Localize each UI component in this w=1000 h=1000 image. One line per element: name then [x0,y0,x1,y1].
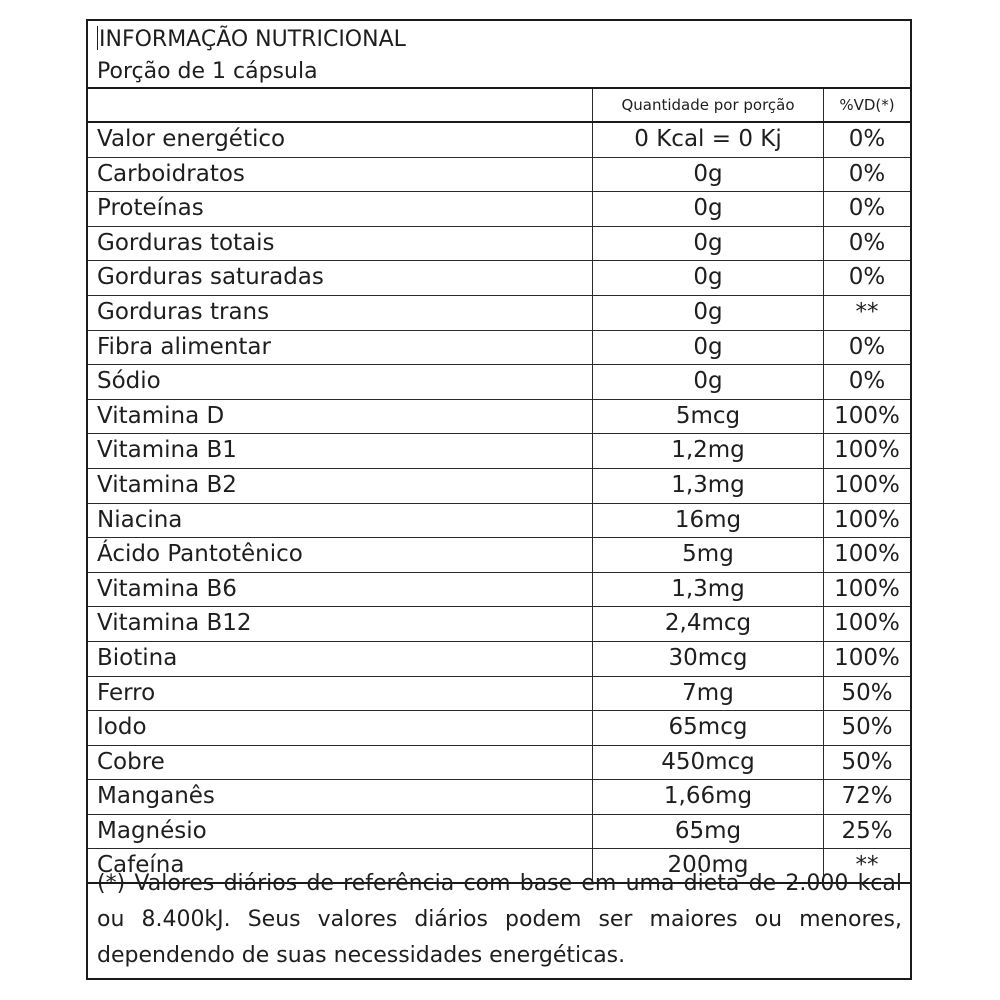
column-header-daily-value: %VD(*) [839,96,895,114]
nutrient-daily-value: 0% [848,126,886,152]
nutrient-name: Vitamina B12 [88,607,593,641]
nutrient-name: Proteínas [88,192,593,226]
table-row [88,227,910,262]
nutrient-quantity: 0g [593,365,824,399]
nutrient-quantity: 7mg [593,677,824,711]
nutrient-name: Magnésio [88,815,593,849]
nutrient-name: Cafeína [88,849,593,882]
nutrient-name: Vitamina D [88,400,593,434]
nutrient-daily-value: 25% [841,817,893,844]
nutrient-rows [88,123,910,884]
column-header-quantity: Quantidade por porção [593,89,824,121]
nutrient-daily-value: 0% [848,333,886,360]
nutrient-quantity: 2,4mcg [593,607,824,641]
table-row [88,331,910,366]
nutrient-name: Cobre [88,746,593,780]
nutrient-name: Ferro [88,677,593,711]
nutrient-name: Valor energético [88,123,593,157]
nutrient-name: Biotina [88,642,593,676]
nutrient-quantity: 16mg [593,504,824,538]
table-row [88,469,910,504]
text-cursor [97,26,98,50]
table-row [88,780,910,815]
footnote: (*) Valores diários de referência com base em uma dieta de 2.000 kcal ou 8.400kJ. Seus valores diários podem ser maiores ou menores, dependendo de suas necessidades energéticas. [97,871,902,968]
table-row [88,677,910,712]
table-row [88,158,910,193]
serving-size: Porção de 1 cápsula [97,59,318,84]
nutrient-quantity: 0g [593,192,824,226]
nutrient-quantity: 1,2mg [593,434,824,468]
nutrient-quantity: 0g [593,158,824,192]
nutrient-quantity: 5mg [593,538,824,572]
nutrient-name: Iodo [88,711,593,745]
table-row [88,192,910,227]
nutrient-daily-value: ** [855,852,879,879]
nutrient-daily-value: 100% [834,610,900,637]
nutrient-daily-value: 0% [848,229,886,256]
nutrient-name: Niacina [88,504,593,538]
nutrient-quantity: 0g [593,296,824,330]
nutrient-name: Carboidratos [88,158,593,192]
nutrient-name: Ácido Pantotênico [88,538,593,572]
nutrient-name: Gorduras saturadas [88,261,593,295]
nutrient-daily-value: 100% [834,402,900,429]
table-row [88,123,910,158]
nutrient-quantity: 1,3mg [593,573,824,607]
nutrient-name: Sódio [88,365,593,399]
nutrient-daily-value: 72% [841,783,893,810]
nutrient-quantity: 0g [593,331,824,365]
nutrient-quantity: 1,3mg [593,469,824,503]
nutrient-name: Vitamina B2 [88,469,593,503]
nutrient-quantity: 30mcg [593,642,824,676]
nutrient-daily-value: 100% [834,471,900,498]
table-title: INFORMAÇÃO NUTRICIONAL [99,27,406,52]
table-row [88,434,910,469]
nutrient-daily-value: 100% [834,541,900,568]
nutrient-quantity: 0g [593,227,824,261]
nutrient-quantity: 1,66mg [593,780,824,814]
table-row [88,261,910,296]
nutrient-name: Gorduras totais [88,227,593,261]
nutrient-name: Vitamina B6 [88,573,593,607]
nutrient-name: Fibra alimentar [88,331,593,365]
column-header-row [88,89,910,123]
table-row [88,711,910,746]
nutrition-facts-panel [86,19,912,980]
table-row [88,642,910,677]
nutrient-quantity: 5mcg [593,400,824,434]
table-row [88,400,910,435]
table-row [88,815,910,850]
table-row [88,538,910,573]
nutrient-daily-value: 50% [841,748,893,775]
nutrient-quantity: 0g [593,261,824,295]
table-row [88,504,910,539]
nutrient-daily-value: 0% [848,368,886,395]
table-header [88,21,910,89]
nutrient-quantity: 200mg [593,849,824,882]
nutrient-name: Gorduras trans [88,296,593,330]
nutrient-daily-value: 100% [834,437,900,464]
nutrient-daily-value: 50% [841,679,893,706]
nutrient-name: Vitamina B1 [88,434,593,468]
nutrient-quantity: 65mg [593,815,824,849]
nutrient-daily-value: 50% [841,714,893,741]
nutrient-daily-value: 0% [848,160,886,187]
nutrient-daily-value: 100% [834,575,900,602]
table-row [88,365,910,400]
column-header-blank [88,89,593,121]
nutrient-quantity: 0 Kcal = 0 Kj [593,123,824,157]
nutrient-quantity: 65mcg [593,711,824,745]
table-row [88,573,910,608]
nutrient-name: Manganês [88,780,593,814]
table-row [88,296,910,331]
nutrient-daily-value: 0% [848,264,886,291]
nutrient-quantity: 450mcg [593,746,824,780]
nutrient-daily-value: 100% [834,644,900,671]
table-row [88,746,910,781]
nutrient-daily-value: 100% [834,506,900,533]
table-row [88,607,910,642]
nutrient-daily-value: ** [855,298,879,325]
nutrient-daily-value: 0% [848,195,886,222]
